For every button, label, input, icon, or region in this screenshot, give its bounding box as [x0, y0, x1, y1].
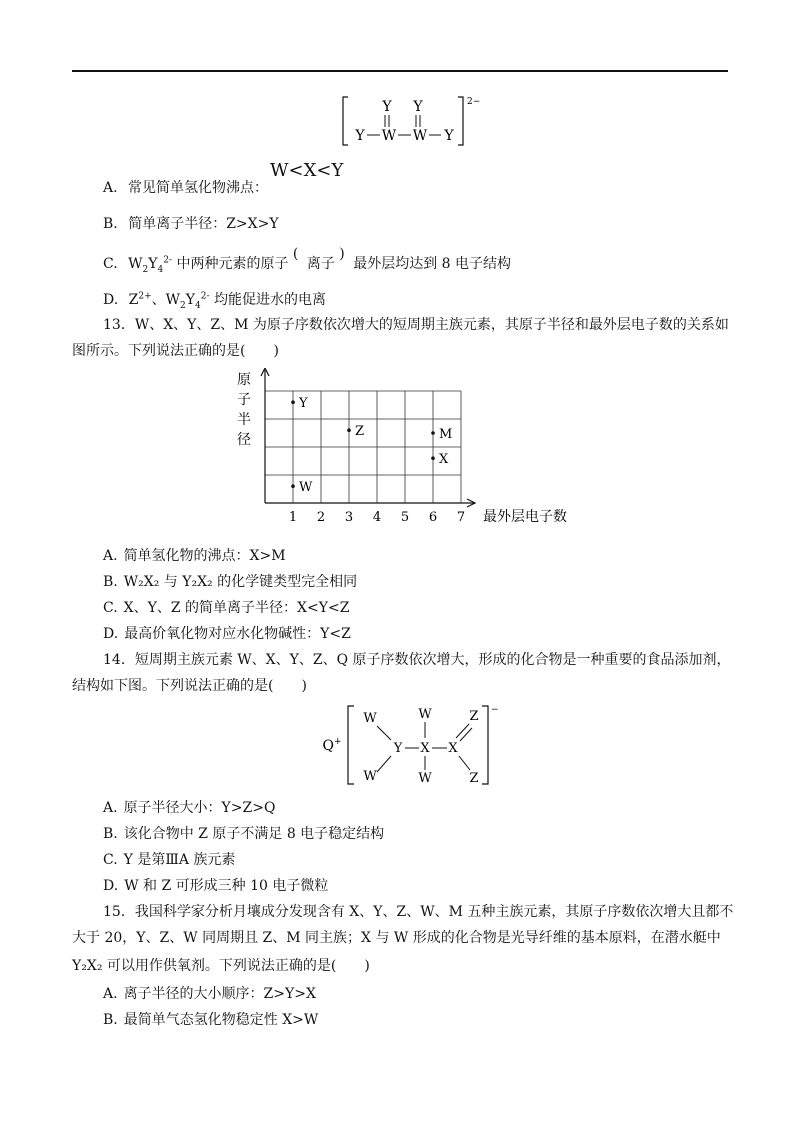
charge-label: − — [491, 705, 499, 715]
option-label: A. — [103, 180, 118, 196]
x-axis-label: 最外层电子数 — [483, 509, 567, 525]
x-tick-label: 2 — [316, 510, 326, 525]
x-tick-label: 5 — [400, 510, 410, 525]
q14-option-d: D. W 和 Z 可形成三种 10 电子微粒 — [103, 878, 329, 894]
q15-stem-line2: 大于 20，Y、Z、W 同周期且 Z、M 同主族；X 与 W 形成的化合物是光导纤维的基本原料，在潜水艇中 — [72, 930, 721, 946]
right-bracket — [482, 706, 488, 784]
formula-w2y4: $W_2Y_4^{2-}$ — [128, 255, 173, 275]
q15-option-b: B. 最简单气态氢化物稳定性 X>W — [103, 1012, 319, 1028]
formula-z2plus: $Z^{2+}$、$W_2Y_4^{2-}$ — [128, 291, 210, 311]
option-text-2: 最外层均达到 8 电子结构 — [353, 256, 512, 272]
q13-chart — [230, 368, 600, 528]
y-axis-label-char: 半 — [237, 412, 251, 428]
x-tick-label: 3 — [344, 510, 354, 525]
atom-w-1: W — [381, 128, 397, 144]
option-text: 常见简单氢化物沸点： — [128, 180, 269, 196]
y-axis-label-char: 径 — [237, 432, 251, 448]
q13-option-d: D. 最高价氧化物对应水化物碱性：Y<Z — [103, 626, 351, 642]
left-bracket — [348, 706, 354, 784]
q13-option-c: C. X、Y、Z 的简单离子半径：X<Y<Z — [103, 600, 350, 616]
q13-option-b: B. W₂X₂ 与 Y₂X₂ 的化学键类型完全相同 — [103, 574, 358, 590]
q12-option-c: C. $W_2Y_4^{2-}$ 中两种元素的原子 ( 离子 ) 最外层均达到 8 电子结构 — [103, 246, 512, 275]
q15-option-a: A. 离子半径的大小顺序：Z>Y>X — [103, 986, 316, 1002]
q15-stem-line3: Y₂X₂ 可以用作供氧剂。下列说法正确的是( ) — [72, 958, 370, 974]
chart-ticks — [289, 510, 465, 525]
x-tick-label: 4 — [372, 510, 382, 525]
atom-w-upleft: W — [363, 711, 377, 726]
q14-stem-line1: 14．短周期主族元素 W、X、Y、Z、Q 原子序数依次增大，形成的化合物是一种重要的食品添加剂， — [103, 652, 731, 668]
left-bracket — [343, 97, 348, 145]
atom-y-left: Y — [355, 128, 365, 144]
atom-y-right: Y — [444, 128, 454, 144]
q12-structure-diagram — [340, 95, 490, 150]
y-axis-label-char: 原 — [237, 372, 251, 388]
atom-z-top: Z — [469, 709, 479, 724]
option-text: 中两种元素的原子 — [176, 256, 289, 272]
q15-stem-line1: 15．我国科学家分析月壤成分发现含有 X、Y、Z、W、M 五种主族元素，其原子序数依次增大且都不 — [103, 904, 734, 920]
x-tick-label: 7 — [456, 510, 466, 525]
data-point-z — [347, 428, 351, 432]
data-point-x — [431, 456, 435, 460]
atom-x-1: X — [420, 741, 430, 756]
atom-w-top: W — [418, 707, 432, 722]
q14-structure-diagram — [320, 700, 510, 790]
chart-labels — [237, 372, 567, 525]
q14-option-b: B. 该化合物中 Z 原子不满足 8 电子稳定结构 — [103, 826, 385, 842]
cation-q: Q+ — [322, 737, 342, 754]
q12-option-d — [103, 290, 326, 310]
atom-y: Y — [393, 741, 403, 756]
data-point-w — [291, 484, 295, 488]
y-axis-label-char: 子 — [237, 392, 251, 408]
option-label: B. — [103, 216, 118, 232]
q14-stem-line2: 结构如下图。下列说法正确的是( ) — [72, 678, 307, 694]
q14-option-a: A. 原子半径大小：Y>Z>Q — [103, 800, 276, 816]
q13-stem-line2: 图所示。下列说法正确的是( ) — [72, 343, 279, 359]
atom-y-top2: Y — [413, 99, 423, 115]
atom-x-2: X — [448, 741, 458, 756]
x-tick-label: 6 — [428, 510, 438, 525]
right-bracket — [458, 97, 463, 145]
option-label: C. — [103, 256, 118, 272]
data-point-y — [291, 400, 295, 404]
q14-option-c: C. Y 是第ⅢA 族元素 — [103, 852, 236, 868]
option-label: D. — [103, 292, 119, 308]
atom-z-bottom: Z — [469, 771, 479, 786]
option-text: 简单离子半径：Z>X>Y — [128, 216, 279, 232]
point-label-z: Z — [355, 424, 365, 440]
data-point-m — [431, 431, 435, 435]
point-label-y: Y — [299, 396, 308, 412]
atom-w-downleft: W — [363, 769, 377, 784]
point-label-x: X — [439, 452, 449, 468]
q13-option-a: A. 简单氢化物的沸点：X>M — [103, 548, 286, 564]
point-label-m: M — [439, 427, 453, 442]
atom-w-2: W — [412, 128, 428, 144]
atom-w-bottom: W — [418, 771, 432, 786]
q12-option-b — [103, 214, 279, 234]
q13-stem-line1: 13．W、X、Y、Z、M 为原子序数依次增大的短周期主族元素，其原子半径和最外层电子数的关系如 — [103, 317, 729, 333]
option-text: 均能促进水的电离 — [214, 292, 326, 308]
q12-option-a-formula: W<X<Y — [270, 160, 344, 181]
point-label-w: W — [299, 480, 313, 496]
top-rule — [72, 70, 728, 72]
charge-label: 2− — [467, 97, 481, 107]
x-tick-label: 1 — [288, 510, 298, 525]
q12-option-a — [103, 178, 268, 198]
atom-y-top1: Y — [382, 99, 392, 115]
